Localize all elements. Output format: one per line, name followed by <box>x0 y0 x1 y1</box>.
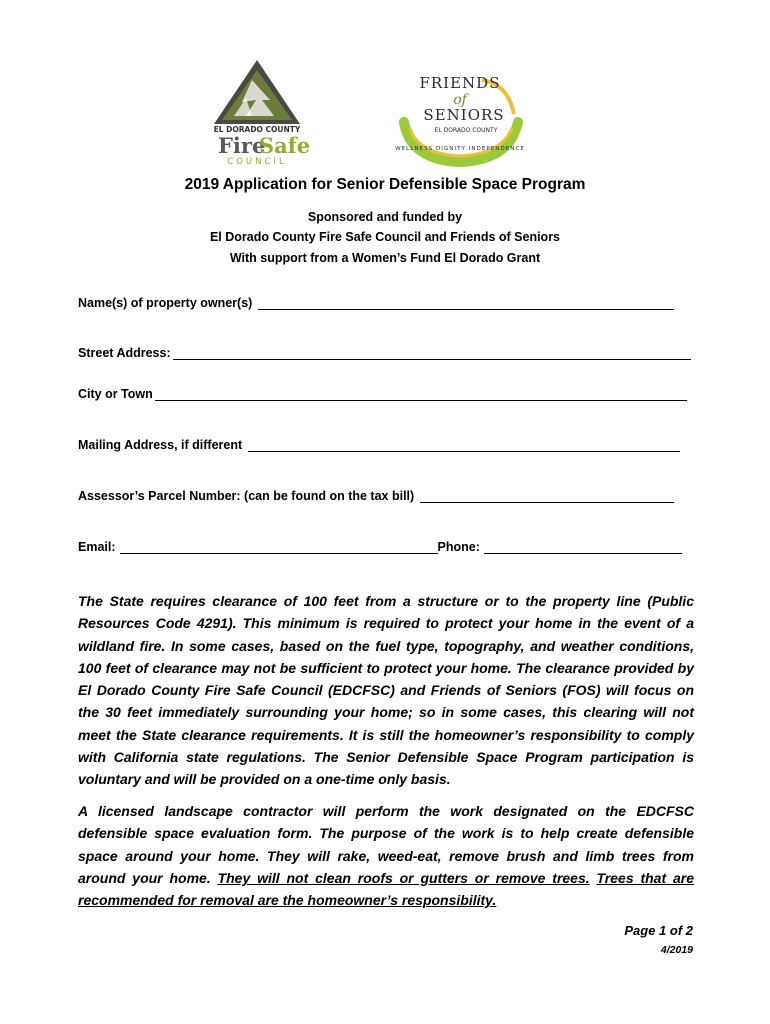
phone-input-line[interactable] <box>484 541 682 554</box>
city-label: City or Town <box>78 387 153 401</box>
owner-input-line[interactable] <box>258 297 674 310</box>
clearance-paragraph: The State requires clearance of 100 feet from a structure or to the property line (Public Resources Code 4291). This minimum is required to protect your home in the event of a wildland fire. In some cases, based on the fuel type, topography, and weather conditions, 100 feet of clearance may not be sufficient to protect your home. The clearance provided by El Dorado County Fire Safe Council (EDCFSC) and Friends of Seniors (FOS) will focus on the 30 feet immediately surrounding your home; so in some cases, this clearing will not meet the State clearance requirements. It is still the homeowner’s responsibility to comply with California state regulations. The Senior Defensible Space Program participation is voluntary and will be provided on a one-time only basis. <box>78 593 694 788</box>
street-label: Street Address: <box>78 346 171 360</box>
parcel-input-line[interactable] <box>420 490 674 503</box>
email-input-line[interactable] <box>120 541 438 554</box>
email-label: Email: <box>78 540 116 554</box>
fire-safe-council-logo <box>212 58 311 167</box>
firesafe-safe-text: Safe <box>259 133 311 158</box>
page-title: 2019 Application for Senior Defensible Space Program <box>184 176 586 193</box>
parcel-label: Assessor’s Parcel Number: (can be found on the tax bill) <box>78 489 415 503</box>
no-roofs-notice: They will not clean roofs or gutters or remove trees. <box>217 869 590 886</box>
owner-field[interactable] <box>78 296 674 310</box>
page-number: Page 1 of 2 <box>624 923 693 938</box>
firesafe-fire-text: Fire <box>218 133 266 158</box>
city-input-line[interactable] <box>155 388 687 401</box>
friends-of-text: of <box>453 92 467 108</box>
friends-seniors-text: SENIORS <box>423 106 505 124</box>
friends-county-text: EL DORADO COUNTY <box>434 127 498 134</box>
street-input-line[interactable] <box>173 347 691 360</box>
friends-of-seniors-logo <box>396 62 526 168</box>
friends-title-text: FRIENDS <box>419 74 501 92</box>
sponsor-line-3: With support from a Women’s Fund El Dorado Grant <box>229 251 541 265</box>
phone-label: Phone: <box>437 540 480 554</box>
firesafe-arc-text: EL DORADO COUNTY <box>213 125 301 134</box>
firesafe-council-text: COUNCIL <box>227 157 287 167</box>
revision-date: 4/2019 <box>660 944 693 956</box>
email-phone-field[interactable] <box>78 540 682 554</box>
sponsor-line-2: El Dorado County Fire Safe Council and Friends of Seniors <box>209 230 561 244</box>
parcel-field[interactable] <box>78 489 674 503</box>
city-field[interactable] <box>78 387 687 401</box>
owner-label: Name(s) of property owner(s) <box>78 296 253 310</box>
mailing-label: Mailing Address, if different <box>78 438 243 452</box>
tree-removal-notice: Trees that are recommended for removal are the homeowner’s responsibility. <box>78 869 694 909</box>
friends-arc-text: WELLNESS DIGNITY INDEPENDENCE <box>395 146 525 152</box>
contractor-text: A licensed landscape contractor will perform the work designated on the EDCFSC defensible space evaluation form. The purpose of the work is to help create defensible space around your home. They will rake, weed-eat, remove brush and limb trees from around your home. <box>78 803 694 886</box>
sponsor-line-1: Sponsored and funded by <box>307 210 463 224</box>
mailing-field[interactable] <box>78 438 680 452</box>
street-field[interactable] <box>78 346 691 360</box>
mailing-input-line[interactable] <box>248 439 680 452</box>
contractor-paragraph <box>78 800 694 911</box>
